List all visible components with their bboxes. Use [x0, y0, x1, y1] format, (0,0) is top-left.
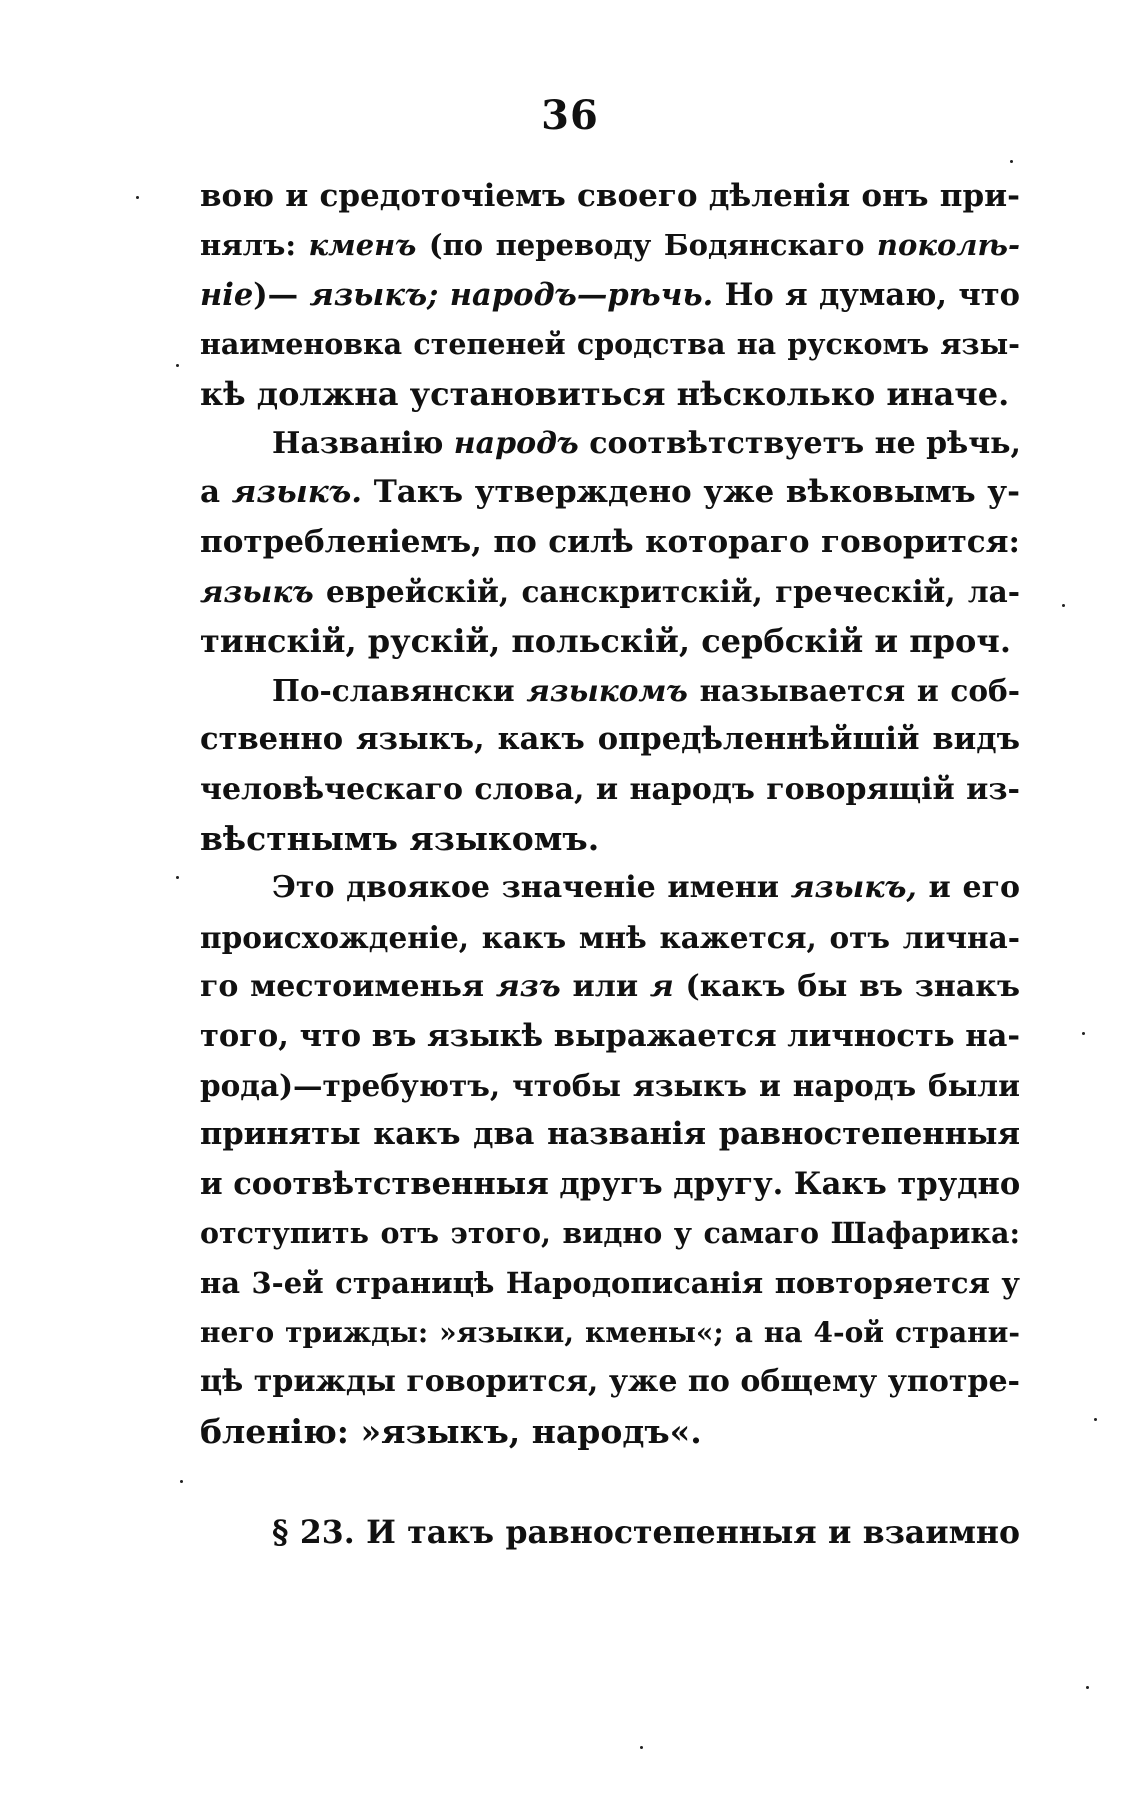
text-line [200, 1407, 1020, 1456]
text-line [200, 1259, 1020, 1308]
italic-word: языкъ. [231, 474, 363, 511]
text-line [200, 1110, 1020, 1159]
section-text: И такъ равностепенныя и взаимно [366, 1514, 1020, 1551]
italic-word: языкомъ [526, 672, 688, 708]
text-run: Но я думаю, что [713, 276, 1020, 313]
scan-speck [176, 364, 179, 367]
text-line [200, 271, 1020, 320]
text-run: ственно языкъ, какъ опредѣленнѣйшій видъ [200, 721, 1020, 758]
text-run: По-славянски [272, 672, 527, 708]
text-line [200, 1160, 1020, 1209]
text-run: и его [916, 870, 1021, 906]
text-line [200, 617, 1020, 666]
scan-speck [136, 196, 139, 199]
text-line [200, 172, 1020, 221]
text-run: или [560, 969, 650, 1005]
italic-word: народъ [453, 425, 579, 461]
text-run: )— [253, 276, 310, 313]
text-line [200, 765, 1020, 814]
text-line [200, 715, 1020, 764]
italic-word: языкъ [200, 574, 314, 610]
text-run: вѣстнымъ языкомъ. [200, 819, 600, 859]
text-line [200, 1308, 1020, 1357]
text-line [200, 468, 1020, 517]
text-run: приняты какъ два названія равностепенныя [200, 1116, 1020, 1153]
text-line [200, 913, 1020, 962]
text-line [200, 419, 1020, 468]
scan-speck [1010, 160, 1013, 163]
text-line [200, 370, 1020, 419]
text-line [200, 1209, 1020, 1258]
text-run: кѣ должна установиться нѣсколько иначе. [200, 374, 1010, 413]
text-run: потребленіемъ, по силѣ котораго говорится: [200, 523, 1020, 560]
scan-speck [1082, 1032, 1085, 1035]
text-line [200, 320, 1020, 369]
italic-word: язъ [495, 969, 561, 1005]
text-run: на 3-ей страницѣ Народописанія повторяется у [200, 1265, 1020, 1300]
section-heading-line [272, 1508, 1020, 1558]
italic-word: языкъ, [790, 870, 917, 906]
text-run: го местоименья [200, 969, 496, 1005]
text-run: нялъ: [200, 228, 309, 263]
italic-word: поколѣ- [876, 228, 1020, 263]
italic-word: я [649, 969, 674, 1005]
text-line [200, 962, 1020, 1011]
text-run: вою и средоточіемъ своего дѣленія онъ при- [200, 178, 1020, 214]
italic-word: ніе [200, 276, 254, 313]
scan-speck [176, 876, 179, 879]
text-run: того, что въ языкѣ выражается личность на- [200, 1017, 1020, 1054]
text-line [200, 518, 1020, 567]
text-line [200, 863, 1020, 912]
scan-speck [1062, 604, 1065, 607]
text-line [200, 221, 1020, 270]
text-run: и соотвѣтственныя другъ другу. Какъ трудно [200, 1165, 1021, 1202]
text-run: а [200, 474, 232, 511]
text-run: него трижды: »языки, кмены«; а на 4-ой страни- [200, 1315, 1020, 1349]
text-run: соотвѣтствуетъ не рѣчь, [578, 425, 1021, 461]
text-run: Такъ утверждено уже вѣковымъ у- [362, 474, 1020, 511]
body-text [200, 172, 1020, 1456]
text-run: Названію [272, 425, 454, 461]
text-run: тинскій, рускій, польскій, сербскій и проч. [200, 621, 1011, 660]
text-run: называется и соб- [687, 672, 1020, 708]
text-run: наименовка степеней сродства на рускомъ язы- [200, 327, 1020, 362]
scan-speck [180, 1480, 183, 1483]
text-run: отступить отъ этого, видно у самаго Шафарика: [200, 1216, 1020, 1251]
italic-word: языкъ; народъ—рѣчь. [309, 276, 714, 313]
text-run: Это двоякое значеніе имени [272, 870, 791, 906]
scan-speck [1086, 1686, 1089, 1689]
text-run: происхожденіе, какъ мнѣ кажется, отъ лична- [200, 919, 1020, 955]
text-line [200, 1061, 1020, 1110]
text-line [200, 1012, 1020, 1061]
text-line [200, 1357, 1020, 1406]
text-line [200, 666, 1020, 715]
text-line [200, 567, 1020, 616]
text-line [200, 814, 1020, 863]
italic-word: кменъ [308, 228, 417, 263]
text-run: (какъ бы въ знакъ [673, 969, 1020, 1005]
text-run: бленію: »языкъ, народъ«. [200, 1411, 702, 1451]
section-mark: § 23. [272, 1514, 355, 1551]
scan-speck [1094, 1418, 1097, 1421]
scan-speck [640, 1746, 643, 1749]
text-run: человѣческаго слова, и народъ говорящій из- [200, 771, 1020, 807]
text-run: (по переводу Бодянскаго [416, 228, 877, 263]
page-number: 36 [541, 92, 599, 139]
text-run: рода)—требуютъ, чтобы языкъ и народъ были [200, 1068, 1020, 1104]
text-run: цѣ трижды говорится, уже по общему употре- [200, 1364, 1020, 1400]
text-run: еврейскій, санскритскій, греческій, ла- [313, 574, 1020, 610]
